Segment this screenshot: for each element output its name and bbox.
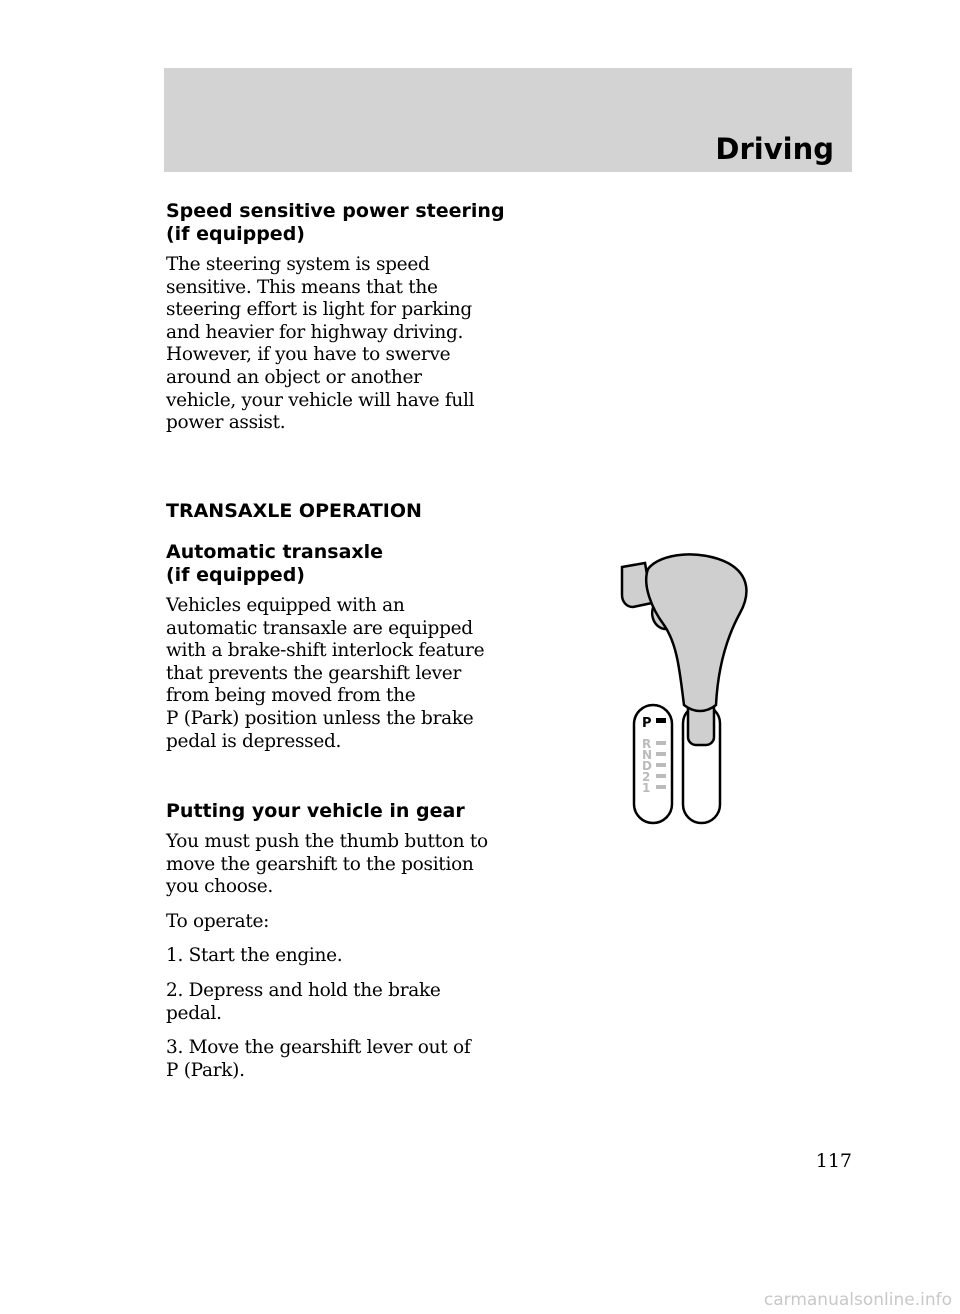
steering-section [166, 200, 506, 435]
gear-label-2: 2 [642, 770, 651, 784]
transaxle-body-line: from being moved from the [166, 685, 416, 707]
page-number: 117 [815, 1150, 852, 1172]
gear-body-line: move the gearshift to the position [166, 853, 474, 875]
gear-label-1: 1 [642, 781, 651, 795]
gearshift-illustration [600, 545, 800, 825]
gear-marker-d [656, 763, 666, 767]
shift-knob [646, 554, 746, 711]
steering-body-line: steering effort is light for parking [166, 299, 472, 321]
step-1: 1. Start the engine. [166, 945, 343, 967]
transaxle-heading-line1: Automatic transaxle [166, 541, 384, 563]
transaxle-body-line: automatic transaxle are equipped [166, 617, 473, 639]
steering-body-line: power assist. [166, 412, 286, 434]
transaxle-body-line: P (Park) position unless the brake [166, 707, 474, 729]
gear-marker-r [656, 741, 666, 745]
transaxle-heading-line2: (if equipped) [166, 564, 305, 586]
steering-heading-line1: Speed sensitive power steering [166, 200, 505, 222]
step-2-line2: pedal. [166, 1002, 222, 1024]
gear-body-line: You must push the thumb button to [166, 831, 488, 852]
gear-label-r: R [642, 737, 652, 751]
steering-heading-line2: (if equipped) [166, 223, 305, 245]
to-operate-label: To operate: [166, 910, 270, 932]
gear-marker-1 [656, 785, 666, 789]
transaxle-section [166, 500, 506, 753]
transaxle-section-title: TRANSAXLE OPERATION [166, 500, 422, 522]
watermark: carmanualsonline.info [763, 1290, 952, 1310]
step-3-line1: 3. Move the gearshift lever out of [166, 1037, 471, 1059]
gear-marker-2 [656, 774, 666, 778]
steering-body-line: around an object or another [166, 366, 422, 388]
gear-body-line: you choose. [166, 876, 273, 898]
transaxle-body-line: pedal is depressed. [166, 730, 342, 752]
gear-marker-p [656, 718, 666, 723]
transaxle-body-line: that prevents the gearshift lever [166, 662, 461, 684]
gear-marker-n [656, 752, 666, 756]
gear-section [166, 800, 506, 1082]
transaxle-body-line: with a brake-shift interlock feature [166, 640, 485, 662]
gear-indicator-slot [634, 705, 672, 823]
gear-label-n: N [642, 748, 653, 762]
gear-heading: Putting your vehicle in gear [166, 800, 465, 822]
header-band [164, 68, 852, 172]
step-2-line1: 2. Depress and hold the brake [166, 979, 441, 1001]
step-3-line2: P (Park). [166, 1059, 245, 1081]
steering-body-line: and heavier for highway driving. [166, 321, 464, 343]
gear-label-d: D [642, 759, 652, 773]
steering-body-line: sensitive. This means that the [166, 276, 438, 298]
steering-body-line: vehicle, your vehicle will have full [166, 389, 475, 411]
gear-label-p: P [642, 716, 652, 731]
gearshift-lever-icon [600, 545, 800, 825]
section-title-driving: Driving [715, 132, 834, 166]
steering-body-line: The steering system is speed [166, 254, 430, 275]
steering-body-line: However, if you have to swerve [166, 344, 451, 366]
transaxle-body-line: Vehicles equipped with an [166, 595, 405, 616]
